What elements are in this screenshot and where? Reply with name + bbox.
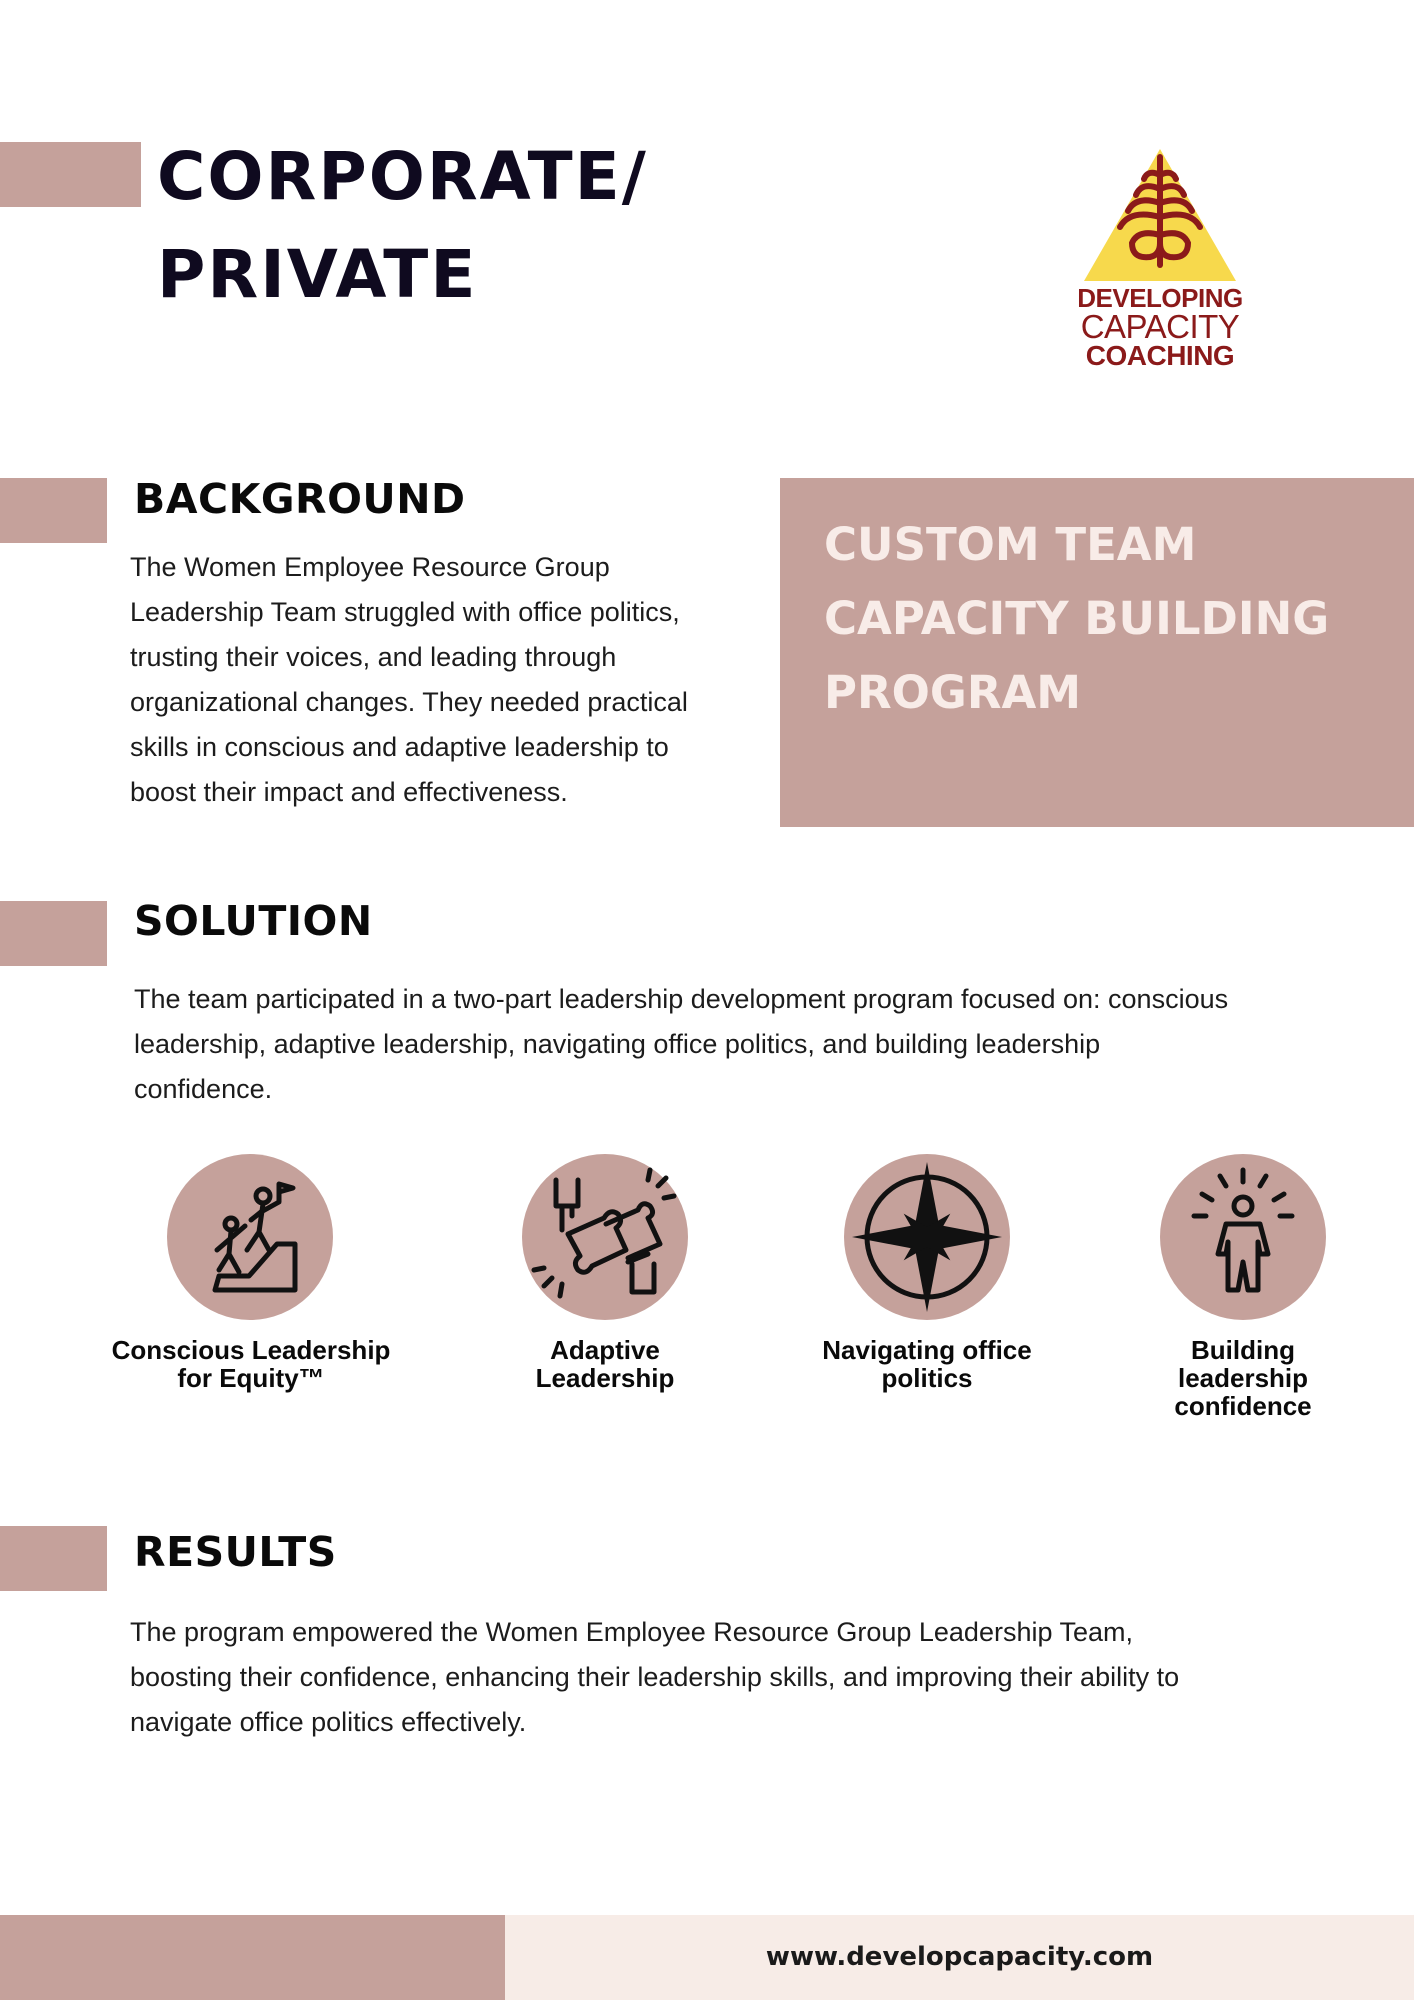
- program-callout-text: [824, 508, 1404, 730]
- website-link[interactable]: www.developcapacity.com: [765, 1942, 1154, 1972]
- results-accent-bar: [0, 1526, 107, 1591]
- solution-heading: SOLUTION: [134, 897, 373, 945]
- page-title: [157, 128, 648, 324]
- solution-accent-bar: [0, 901, 107, 966]
- logo-text-capacity: CAPACITY: [1080, 308, 1240, 345]
- solution-item-label: [777, 1336, 1077, 1392]
- background-accent-bar: [0, 478, 107, 543]
- logo-text-developing: DEVELOPING: [1077, 283, 1243, 313]
- solution-item-label: [455, 1336, 755, 1392]
- results-line: The program empowered the Women Employee Resource Group Leadership Team,: [130, 1617, 1134, 1647]
- solution-item-label-line: leadership: [1177, 1363, 1309, 1393]
- background-paragraph: [130, 545, 730, 815]
- solution-line: leadership, adaptive leadership, navigating office politics, and building leadership: [134, 1029, 1101, 1059]
- solution-item-label-line: Conscious Leadership: [111, 1335, 391, 1365]
- background-line: The Women Employee Resource Group: [130, 552, 610, 582]
- footer-accent-block: [0, 1915, 505, 2000]
- page-title-line-1: CORPORATE/: [157, 138, 648, 215]
- logo-text-coaching: COACHING: [1085, 340, 1235, 371]
- climbing-people-icon: [167, 1154, 333, 1320]
- solution-item-label-line: confidence: [1174, 1391, 1312, 1421]
- confident-person-icon: [1160, 1154, 1326, 1320]
- solution-paragraph: [134, 977, 1394, 1112]
- solution-item-label-line: Navigating office: [822, 1335, 1032, 1365]
- page-title-line-2: PRIVATE: [157, 236, 478, 313]
- solution-line: The team participated in a two-part leadership development program focused on: conscious: [134, 984, 1229, 1014]
- solution-item-label: [101, 1336, 401, 1392]
- footer-bar: [505, 1915, 1414, 2000]
- solution-item-label-line: Adaptive: [550, 1335, 660, 1365]
- solution-item-label: [1093, 1336, 1393, 1420]
- background-line: skills in conscious and adaptive leadership to: [130, 732, 669, 762]
- solution-line: confidence.: [134, 1074, 273, 1104]
- background-line: trusting their voices, and leading through: [130, 642, 617, 672]
- background-line: organizational changes. They needed practical: [130, 687, 688, 717]
- puzzle-hands-icon: [522, 1154, 688, 1320]
- program-callout-box: [780, 478, 1414, 827]
- background-heading: BACKGROUND: [134, 475, 466, 523]
- company-logo: [1064, 145, 1256, 375]
- results-line: navigate office politics effectively.: [130, 1707, 527, 1737]
- callout-line: PROGRAM: [824, 666, 1082, 719]
- solution-item-label-line: for Equity™: [177, 1363, 325, 1393]
- compass-icon: [844, 1154, 1010, 1320]
- header-accent-bar: [0, 142, 141, 207]
- tree-triangle-logo-icon: [1064, 145, 1256, 285]
- results-paragraph: [130, 1610, 1390, 1745]
- solution-item-label-line: politics: [881, 1363, 973, 1393]
- solution-item-label-line: Building: [1191, 1335, 1295, 1365]
- background-line: boost their impact and effectiveness.: [130, 777, 568, 807]
- background-line: Leadership Team struggled with office politics,: [130, 597, 680, 627]
- callout-line: CUSTOM TEAM: [824, 518, 1197, 571]
- solution-item-label-line: Leadership: [535, 1363, 675, 1393]
- callout-line: CAPACITY BUILDING: [824, 592, 1330, 645]
- results-line: boosting their confidence, enhancing their leadership skills, and improving their ability to: [130, 1662, 1180, 1692]
- results-heading: RESULTS: [134, 1528, 337, 1576]
